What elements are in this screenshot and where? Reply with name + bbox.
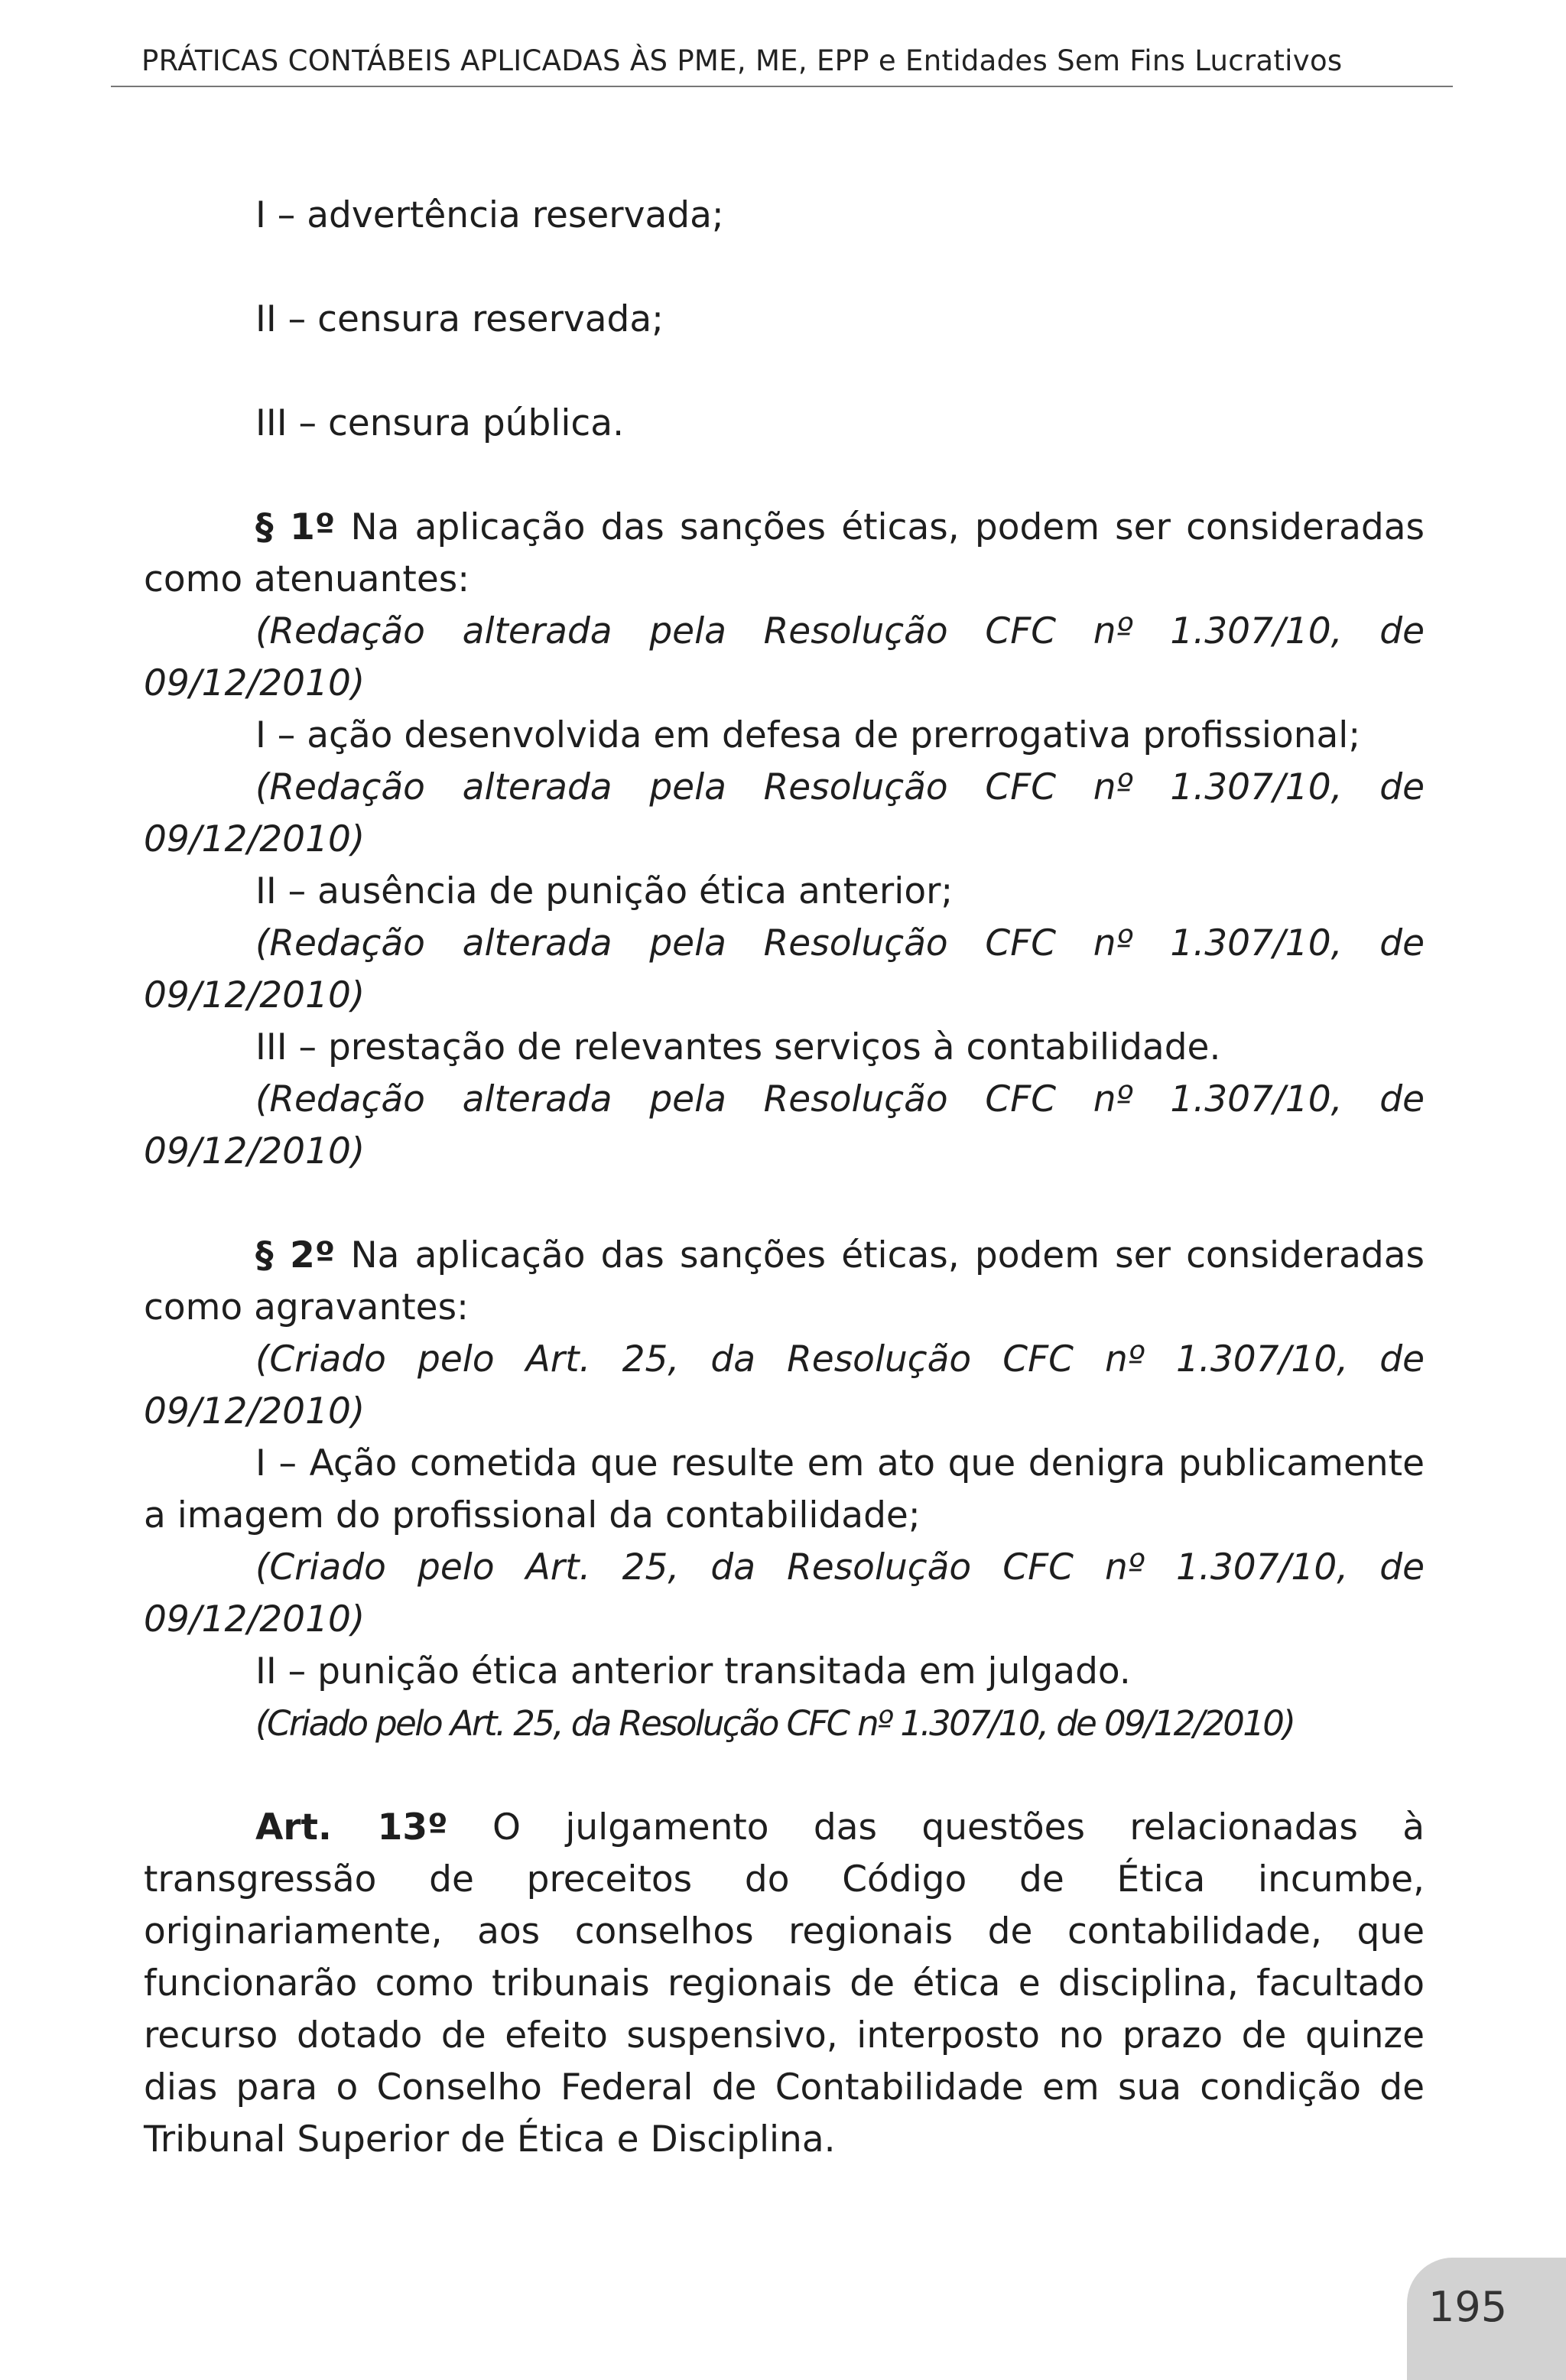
list-item: II – censura reservada;: [255, 298, 664, 340]
article-13-label: Art. 13º: [255, 1806, 448, 1848]
running-header: [111, 40, 1453, 87]
running-header-title: PRÁTICAS CONTÁBEIS APLICADAS ÀS PME, ME, EPP e Entidades Sem Fins Lucrativos: [141, 44, 1343, 77]
citation: (Criado pelo Art. 25, da Resolução CFC nº 1.307/10, de 09/12/2010): [144, 1546, 1425, 1640]
citation: (Criado pelo Art. 25, da Resolução CFC nº 1.307/10, de 09/12/2010): [144, 1338, 1425, 1432]
list-item: II – ausência de punição ética anterior;: [255, 870, 954, 912]
citation: (Redação alterada pela Resolução CFC nº 1.307/10, de 09/12/2010): [144, 1078, 1425, 1172]
list-item: III – prestação de relevantes serviços à contabilidade.: [255, 1026, 1221, 1068]
paragraph-2-label: § 2º: [255, 1234, 336, 1276]
citation: (Criado pelo Art. 25, da Resolução CFC nº 1.307/10, de 09/12/2010): [255, 1703, 1295, 1744]
list-item: I – advertência reservada;: [255, 194, 724, 236]
list-item: II – punição ética anterior transitada em julgado.: [255, 1650, 1131, 1692]
page-number: 195: [1428, 2283, 1508, 2331]
paragraph-1-text: Na aplicação das sanções éticas, podem ser consideradas como atenuantes:: [144, 506, 1425, 600]
citation: (Redação alterada pela Resolução CFC nº 1.307/10, de 09/12/2010): [144, 766, 1425, 860]
article-13-text: O julgamento das questões relacionadas à transgressão de preceitos do Código de Ética incumbe, originariamente, aos conselhos regionais de contabilidade, que funcionarão como tribunais regionais de ética e disciplina, facultado recurso dotado de efeito suspensivo, interposto no prazo de quinze dias para o Conselho Federal de Contabilidade em sua condição de Tribunal Superior de Ética e Disciplina.: [144, 1806, 1425, 2161]
paragraph-2-text: Na aplicação das sanções éticas, podem ser consideradas como agravantes:: [144, 1234, 1425, 1328]
list-item: III – censura pública.: [255, 402, 625, 444]
paragraph-1-label: § 1º: [255, 506, 336, 548]
paragraph-1-intro: [144, 502, 1425, 606]
page-body: [144, 190, 1425, 2166]
citation: (Redação alterada pela Resolução CFC nº 1.307/10, de 09/12/2010): [144, 610, 1425, 704]
paragraph-2-intro: [144, 1230, 1425, 1334]
article-13: [144, 1802, 1425, 2166]
list-item: I – ação desenvolvida em defesa de prerrogativa profissional;: [255, 714, 1361, 756]
list-item: I – Ação cometida que resulte em ato que denigra publicamente a imagem do profissional da contabilidade;: [144, 1442, 1425, 1536]
citation: (Redação alterada pela Resolução CFC nº 1.307/10, de 09/12/2010): [144, 922, 1425, 1016]
